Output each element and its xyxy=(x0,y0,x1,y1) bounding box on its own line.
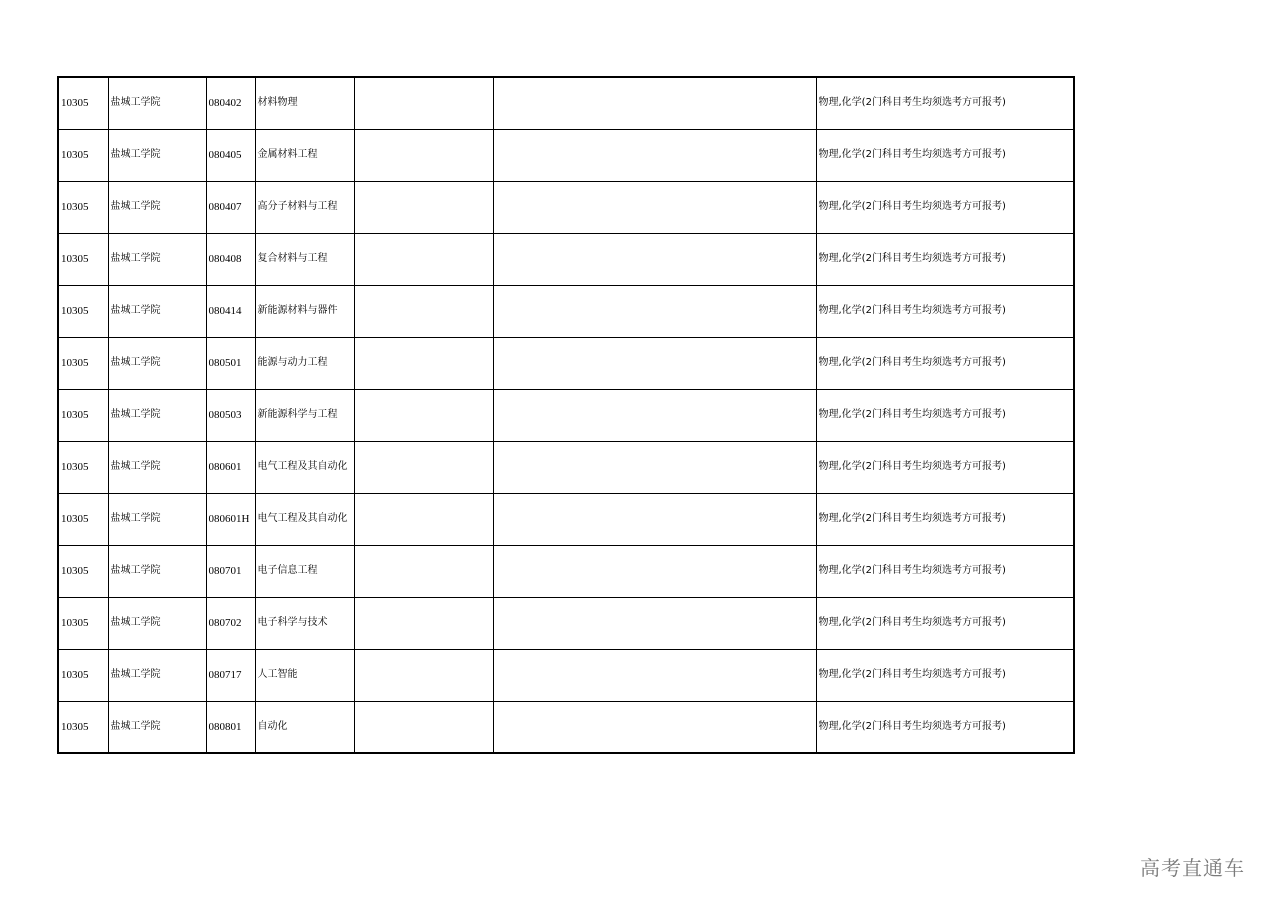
table-row xyxy=(58,77,1074,129)
major-code-cell: 080503 xyxy=(206,389,255,441)
major-name-cell: 材料物理 xyxy=(255,77,354,129)
major-name-cell: 电子信息工程 xyxy=(255,545,354,597)
empty-cell xyxy=(354,701,493,753)
table-row xyxy=(58,441,1074,493)
empty-cell xyxy=(493,285,816,337)
major-code-cell: 080801 xyxy=(206,701,255,753)
table-body xyxy=(58,77,1074,753)
major-name-cell: 电气工程及其自动化 xyxy=(255,493,354,545)
major-name-cell: 电子科学与技术 xyxy=(255,597,354,649)
subject-requirement-cell: 物理,化学(2门科目考生均须选考方可报考) xyxy=(816,129,1074,181)
school-code-cell: 10305 xyxy=(58,701,108,753)
table-row xyxy=(58,597,1074,649)
major-name-cell: 人工智能 xyxy=(255,649,354,701)
major-code-cell: 080405 xyxy=(206,129,255,181)
major-code-cell: 080414 xyxy=(206,285,255,337)
subject-requirement-cell: 物理,化学(2门科目考生均须选考方可报考) xyxy=(816,701,1074,753)
major-name-cell: 自动化 xyxy=(255,701,354,753)
empty-cell xyxy=(493,337,816,389)
major-code-cell: 080601 xyxy=(206,441,255,493)
school-name-cell: 盐城工学院 xyxy=(108,337,206,389)
school-name-cell: 盐城工学院 xyxy=(108,545,206,597)
school-code-cell: 10305 xyxy=(58,597,108,649)
school-name-cell: 盐城工学院 xyxy=(108,649,206,701)
empty-cell xyxy=(354,389,493,441)
table-row xyxy=(58,233,1074,285)
empty-cell xyxy=(493,701,816,753)
table-row xyxy=(58,337,1074,389)
school-name-cell: 盐城工学院 xyxy=(108,597,206,649)
subject-requirement-cell: 物理,化学(2门科目考生均须选考方可报考) xyxy=(816,545,1074,597)
empty-cell xyxy=(354,441,493,493)
empty-cell xyxy=(493,649,816,701)
school-code-cell: 10305 xyxy=(58,129,108,181)
school-name-cell: 盐城工学院 xyxy=(108,493,206,545)
table-row xyxy=(58,493,1074,545)
major-code-cell: 080601H xyxy=(206,493,255,545)
table-row xyxy=(58,545,1074,597)
major-name-cell: 新能源科学与工程 xyxy=(255,389,354,441)
major-name-cell: 复合材料与工程 xyxy=(255,233,354,285)
major-code-cell: 080408 xyxy=(206,233,255,285)
empty-cell xyxy=(493,597,816,649)
empty-cell xyxy=(493,77,816,129)
empty-cell xyxy=(354,337,493,389)
major-name-cell: 高分子材料与工程 xyxy=(255,181,354,233)
empty-cell xyxy=(354,129,493,181)
major-code-cell: 080701 xyxy=(206,545,255,597)
school-code-cell: 10305 xyxy=(58,337,108,389)
empty-cell xyxy=(354,285,493,337)
school-name-cell: 盐城工学院 xyxy=(108,77,206,129)
subject-requirement-cell: 物理,化学(2门科目考生均须选考方可报考) xyxy=(816,233,1074,285)
major-code-cell: 080501 xyxy=(206,337,255,389)
school-code-cell: 10305 xyxy=(58,649,108,701)
major-name-cell: 新能源材料与器件 xyxy=(255,285,354,337)
empty-cell xyxy=(354,233,493,285)
empty-cell xyxy=(354,597,493,649)
empty-cell xyxy=(493,129,816,181)
empty-cell xyxy=(493,389,816,441)
major-code-cell: 080407 xyxy=(206,181,255,233)
school-name-cell: 盐城工学院 xyxy=(108,285,206,337)
empty-cell xyxy=(493,181,816,233)
watermark-text: 高考直通车 xyxy=(1140,856,1245,880)
school-name-cell: 盐城工学院 xyxy=(108,389,206,441)
subject-requirement-cell: 物理,化学(2门科目考生均须选考方可报考) xyxy=(816,389,1074,441)
table-row xyxy=(58,129,1074,181)
empty-cell xyxy=(354,181,493,233)
school-code-cell: 10305 xyxy=(58,441,108,493)
subject-requirement-cell: 物理,化学(2门科目考生均须选考方可报考) xyxy=(816,77,1074,129)
empty-cell xyxy=(493,493,816,545)
subject-requirement-cell: 物理,化学(2门科目考生均须选考方可报考) xyxy=(816,441,1074,493)
empty-cell xyxy=(354,649,493,701)
school-name-cell: 盐城工学院 xyxy=(108,701,206,753)
empty-cell xyxy=(354,545,493,597)
table-row xyxy=(58,285,1074,337)
subject-requirement-table xyxy=(57,76,1075,754)
subject-requirement-cell: 物理,化学(2门科目考生均须选考方可报考) xyxy=(816,285,1074,337)
major-code-cell: 080702 xyxy=(206,597,255,649)
school-name-cell: 盐城工学院 xyxy=(108,441,206,493)
subject-requirement-cell: 物理,化学(2门科目考生均须选考方可报考) xyxy=(816,493,1074,545)
subject-requirement-cell: 物理,化学(2门科目考生均须选考方可报考) xyxy=(816,649,1074,701)
empty-cell xyxy=(493,441,816,493)
major-name-cell: 能源与动力工程 xyxy=(255,337,354,389)
school-name-cell: 盐城工学院 xyxy=(108,129,206,181)
major-code-cell: 080717 xyxy=(206,649,255,701)
school-code-cell: 10305 xyxy=(58,181,108,233)
table-row xyxy=(58,649,1074,701)
empty-cell xyxy=(354,77,493,129)
subject-requirement-cell: 物理,化学(2门科目考生均须选考方可报考) xyxy=(816,597,1074,649)
school-code-cell: 10305 xyxy=(58,285,108,337)
subject-requirement-cell: 物理,化学(2门科目考生均须选考方可报考) xyxy=(816,337,1074,389)
major-name-cell: 电气工程及其自动化 xyxy=(255,441,354,493)
school-name-cell: 盐城工学院 xyxy=(108,181,206,233)
school-code-cell: 10305 xyxy=(58,233,108,285)
empty-cell xyxy=(493,545,816,597)
table-row xyxy=(58,181,1074,233)
school-name-cell: 盐城工学院 xyxy=(108,233,206,285)
table-row xyxy=(58,389,1074,441)
school-code-cell: 10305 xyxy=(58,545,108,597)
major-name-cell: 金属材料工程 xyxy=(255,129,354,181)
table-row xyxy=(58,701,1074,753)
empty-cell xyxy=(493,233,816,285)
school-code-cell: 10305 xyxy=(58,493,108,545)
school-code-cell: 10305 xyxy=(58,389,108,441)
major-code-cell: 080402 xyxy=(206,77,255,129)
school-code-cell: 10305 xyxy=(58,77,108,129)
empty-cell xyxy=(354,493,493,545)
subject-requirement-cell: 物理,化学(2门科目考生均须选考方可报考) xyxy=(816,181,1074,233)
